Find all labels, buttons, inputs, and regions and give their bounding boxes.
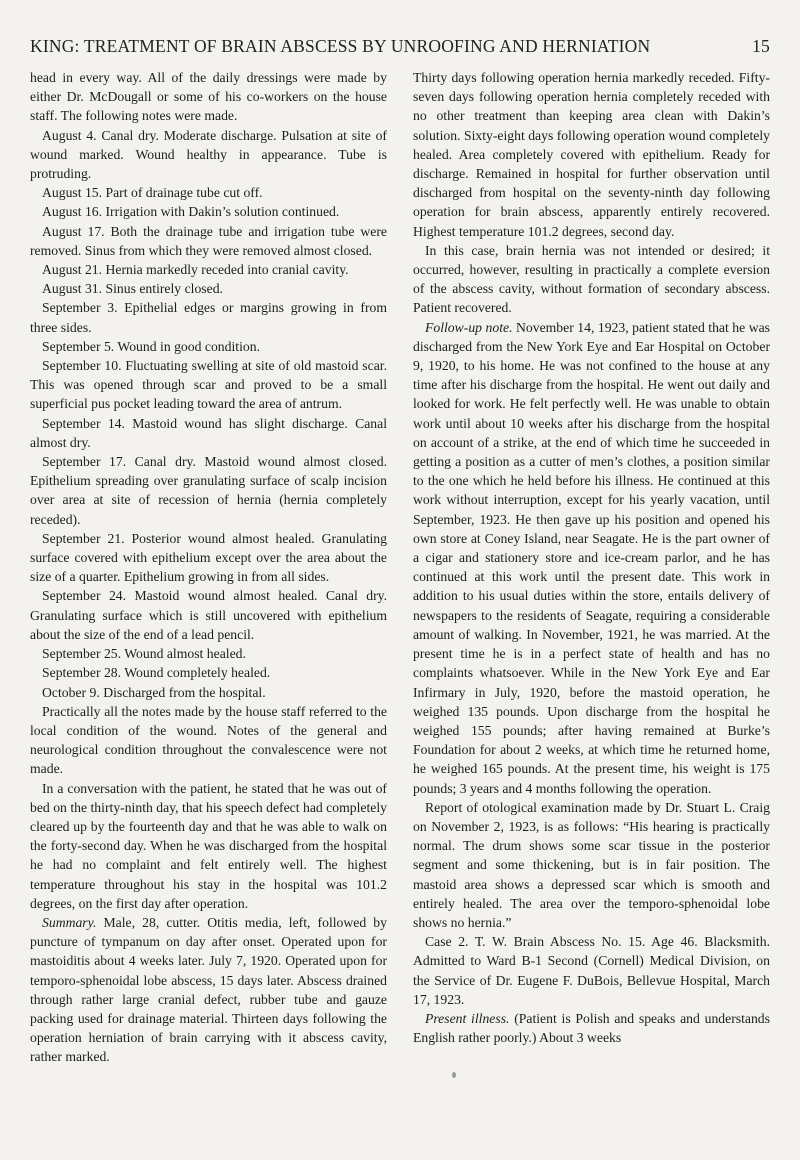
paragraph [30, 68, 387, 126]
paragraph-text: August 16. Irrigation with Dakin’s solution continued. [42, 204, 340, 220]
running-title: KING: TREATMENT OF BRAIN ABSCESS BY UNROOFING AND HERNIATION [30, 36, 651, 56]
paragraph-text: Thirty days following operation hernia markedly receded. Fifty-seven days following operation hernia completely receded with no other treatment than keeping area clean with Dakin’s solution. Sixty-eight days following operation wound completely healed. Area completely covered with epithelium. Ready for discharge. Remained in hospital for further observation until discharged from hospital on the seventy-ninth day following operation for brain abscess, apparently entirely recovered. Highest temperature 101.2 degrees, second day. [413, 70, 770, 239]
paragraph-text: September 5. Wound in good condition. [42, 338, 261, 354]
paragraph-text: Report of otological examination made by Dr. Stuart L. Craig on November 2, 1923, is as follows: “His hearing is practically normal. The drum shows some scar tissue in the posterior segment and some thickening, but is in fair position. The mastoid area shows a depressed scar which is smooth and entirely healed. The area over the temporo-sphenoidal lobe shows no hernia.” [413, 799, 770, 930]
paragraph [30, 452, 387, 529]
paragraph [30, 644, 387, 663]
paragraph [413, 68, 770, 241]
paragraph-text: August 4. Canal dry. Moderate discharge. Pulsation at site of wound marked. Wound healthy in appearance. Tube is protruding. [30, 127, 387, 182]
paragraph-text: August 15. Part of drainage tube cut off. [42, 185, 263, 201]
paragraph [30, 529, 387, 587]
running-header [30, 36, 770, 57]
paragraph [413, 241, 770, 318]
paragraph [30, 260, 387, 279]
paragraph [30, 298, 387, 336]
paragraph-lead: Present illness. [425, 1010, 510, 1026]
paragraph-text: September 24. Mastoid wound almost healed. Canal dry. Granulating surface which is still uncovered with epithelium about the size of the end of a lead pencil. [30, 588, 387, 642]
paragraph [30, 126, 387, 184]
paragraph-lead: Follow-up note. [425, 319, 513, 335]
paragraph [413, 798, 770, 932]
paragraph [413, 932, 770, 1009]
body-columns [30, 68, 770, 1067]
paragraph-text: Case 2. T. W. Brain Abscess No. 15. Age 46. Blacksmith. Admitted to Ward B-1 Second (Cornell) Medical Division, on the Service of Dr. Eugene F. DuBois, Bellevue Hospital, March 17, 1923. [413, 934, 770, 1007]
paragraph-text: August 21. Hernia markedly receded into cranial cavity. [42, 262, 349, 278]
paragraph-text: September 25. Wound almost healed. [42, 646, 246, 662]
paragraph [30, 202, 387, 221]
paragraph [30, 586, 387, 644]
paragraph-text: August 17. Both the drainage tube and irrigation tube were removed. Sinus from which they were removed almost closed. [30, 223, 387, 258]
paragraph [30, 683, 387, 702]
paragraph [30, 356, 387, 414]
paragraph-text: September 17. Canal dry. Mastoid wound almost closed. Epithelium spreading over granulating surface of scalp incision over area at site of recession of hernia (hernia completely receded). [30, 454, 387, 527]
paragraph-text: September 14. Mastoid wound has slight discharge. Canal almost dry. [30, 415, 387, 450]
ink-speck [452, 1072, 456, 1078]
paragraph [30, 779, 387, 913]
paragraph [30, 222, 387, 260]
paragraph [30, 913, 387, 1067]
paragraph [30, 702, 387, 779]
paragraph-text: head in every way. All of the daily dressings were made by either Dr. McDougall or some of his co-workers on the house staff. The following notes were made. [30, 70, 387, 124]
paragraph-text: September 21. Posterior wound almost healed. Granulating surface covered with epithelium except over the area about the size of a quarter. Epithelium growing in from all sides. [30, 530, 387, 585]
left-column [30, 68, 387, 1067]
paragraph-text: September 28. Wound completely healed. [42, 665, 271, 681]
paragraph [30, 663, 387, 682]
paragraph [30, 414, 387, 452]
paragraph-text: October 9. Discharged from the hospital. [42, 684, 266, 700]
paragraph-text: September 10. Fluctuating swelling at site of old mastoid scar. This was opened through scar and proved to be a small superficial pus pocket leading toward the area of antrum. [30, 358, 387, 412]
paragraph-text: September 3. Epithelial edges or margins growing in from three sides. [30, 300, 387, 335]
paragraph-lead: Summary. [42, 914, 97, 930]
page-number: 15 [752, 36, 770, 56]
paragraph [413, 318, 770, 798]
paragraph [30, 183, 387, 202]
paragraph [30, 337, 387, 356]
paragraph-text: (Patient is Polish and speaks and understands English rather poorly.) About 3 weeks [413, 1010, 770, 1046]
paragraph-text: Practically all the notes made by the house staff referred to the local condition of the wound. Notes of the general and neurological condition throughout the convalescence were not made. [30, 703, 387, 777]
paragraph [413, 1009, 770, 1047]
right-column [413, 68, 770, 1067]
paragraph-text: In a conversation with the patient, he stated that he was out of bed on the thirty-ninth day, that his speech defect had completely cleared up by the fourteenth day and that he was able to walk on the forty-second day. When he was discharged from the hospital he had no complaint and felt entirely well. The highest temperature throughout his stay in the hospital was 101.2 degrees, on the first day after operation. [30, 780, 387, 911]
paragraph-text: August 31. Sinus entirely closed. [42, 281, 223, 297]
paragraph-text: Male, 28, cutter. Otitis media, left, followed by puncture of tympanum on day after onset. Operated upon for mastoiditis about 4 weeks later. July 7, 1920. Operated upon for temporo-sphenoidal lobe abscess, 15 days later. Abscess drained through rather large cranial defect, rubber tube and gauze packing used for drainage material. Thirteen days following the operation herniation of brain carrying with it abscess cavity, rather marked. [30, 914, 387, 1065]
paragraph-text: November 14, 1923, patient stated that he was discharged from the New York Eye and Ear Hospital on October 9, 1920, to his home. He was not confined to the house at any time after his discharge from the hospital. He went out daily and looked for work. He felt perfectly well. He was unable to obtain work until about 10 weeks after his discharge from the hospital on account of a strike, at the end of which time he succeeded in getting a position as a cutter of men’s clothes, a position similar to the one which he held before his illness. He continued at this work without interruption, except for his yearly vacation, until September, 1923. He then gave up his position and opened his own store at Coney Island, near Seagate. He is the part owner of a cigar and stationery store and ice-cream parlor, and he has continued at this work until the present date. This work in addition to his usual duties within the store, entails delivery of newspapers to the residents of Seagate, requiring a considerable amount of walking. In November, 1921, he was married. At the present time he is in a perfect state of health and has no complaints whatsoever. While in the New York Eye and Ear Infirmary in July, 1920, before the mastoid operation, he weighed 135 pounds. Upon discharge from the hospital he weighed 155 pounds; after having remained at Burke’s Foundation for about 2 weeks, at which time he returned home, he weighed 165 pounds. At the present time, his weight is 175 pounds; 3 years and 4 months following the operation. [413, 319, 770, 796]
paragraph-text: In this case, brain hernia was not intended or desired; it occurred, however, resulting in practically a complete eversion of the abscess cavity, without formation of secondary abscess. Patient recovered. [413, 242, 770, 316]
paragraph [30, 279, 387, 298]
